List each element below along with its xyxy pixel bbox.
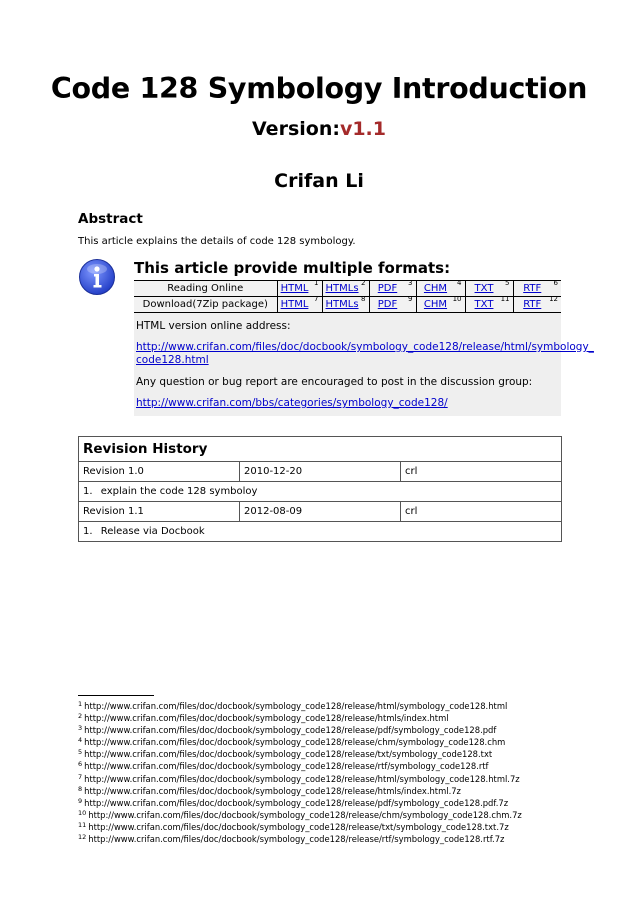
footnote-number: 1	[78, 700, 83, 708]
footnote-number: 6	[78, 760, 83, 769]
reading-online-label: Reading Online	[134, 281, 277, 297]
revision-author: crl	[401, 462, 562, 482]
footnote-ref[interactable]: 1	[314, 279, 319, 287]
online-url-part2: code128.html	[136, 354, 209, 366]
revision-history-heading: Revision History	[79, 437, 562, 462]
table-row	[79, 437, 562, 462]
footnote-number: 5	[78, 748, 83, 757]
formats-table	[134, 280, 561, 313]
online-info-box	[134, 313, 594, 416]
footnote-number: 4	[78, 736, 83, 745]
document-title: Code 128 Symbology Introduction	[50, 72, 588, 105]
table-row	[79, 462, 562, 482]
reading-pdf-link[interactable]: PDF	[377, 283, 398, 294]
footnote-item	[78, 796, 522, 808]
footnote-number: 12	[78, 833, 87, 842]
download-label: Download(7Zip package)	[134, 297, 277, 313]
footnote-item	[78, 772, 522, 784]
online-url-part1: http://www.crifan.com/files/doc/docbook/symbology_code128/release/html/symbology_	[136, 341, 594, 353]
table-row	[134, 281, 561, 297]
download-htmls-link[interactable]: HTMLs	[325, 299, 359, 310]
footnote-ref[interactable]: 8	[361, 295, 366, 303]
footnote-number: 9	[78, 796, 83, 805]
footnote-item	[78, 832, 522, 844]
download-txt-link[interactable]: TXT	[474, 299, 494, 310]
download-rtf-link[interactable]: RTF	[523, 299, 542, 310]
revision-note: 1. explain the code 128 symboloy	[79, 482, 562, 502]
revision-author: crl	[401, 502, 562, 522]
footnote-ref[interactable]: 5	[505, 279, 510, 287]
table-row	[79, 482, 562, 502]
footnote-ref[interactable]: 6	[553, 279, 558, 287]
version-line	[0, 118, 638, 140]
table-row	[79, 522, 562, 542]
download-htmls-cell	[322, 297, 369, 313]
footnote-item	[78, 699, 522, 711]
footnote-number: 7	[78, 772, 83, 781]
footnote-ref[interactable]: 7	[314, 295, 319, 303]
table-row	[134, 297, 561, 313]
abstract-heading: Abstract	[78, 211, 143, 227]
footnote-url: http://www.crifan.com/files/doc/docbook/symbology_code128/release/html/symbology_code128.html	[84, 701, 508, 711]
download-chm-cell	[416, 297, 465, 313]
footnote-url: http://www.crifan.com/files/doc/docbook/symbology_code128/release/rtf/symbology_code128.rtf.7z	[88, 834, 505, 845]
revision-note: 1. Release via Docbook	[79, 522, 562, 542]
footnote-ref[interactable]: 10	[452, 295, 462, 303]
footnotes-list	[78, 699, 522, 844]
table-row	[79, 502, 562, 522]
download-html-cell	[277, 297, 322, 313]
footnote-ref[interactable]: 12	[549, 295, 558, 303]
download-pdf-link[interactable]: PDF	[377, 299, 398, 310]
footnote-item	[78, 808, 522, 820]
footnote-item	[78, 820, 522, 832]
footnote-number: 3	[78, 724, 83, 733]
footnote-number: 8	[78, 784, 83, 793]
download-pdf-cell	[369, 297, 416, 313]
footnote-url: http://www.crifan.com/files/doc/docbook/symbology_code128/release/txt/symbology_code128.txt	[84, 749, 493, 760]
formats-section	[134, 258, 594, 416]
online-url-link[interactable]	[136, 341, 594, 366]
reading-html-link[interactable]: HTML	[280, 283, 309, 294]
footnote-item	[78, 723, 522, 735]
question-text: Any question or bug report are encouraged to post in the discussion group:	[136, 376, 533, 388]
footnote-url: http://www.crifan.com/files/doc/docbook/symbology_code128/release/txt/symbology_code128.txt.7z	[88, 821, 509, 832]
info-icon	[78, 258, 116, 296]
footnote-item	[78, 759, 522, 771]
revision-number: Revision 1.1	[79, 502, 240, 522]
download-txt-cell	[465, 297, 513, 313]
footnote-url: http://www.crifan.com/files/doc/docbook/symbology_code128/release/chm/symbology_code128.chm.7z	[88, 809, 522, 820]
footnote-number: 11	[78, 820, 87, 829]
revision-history-table	[78, 436, 562, 542]
footnote-url: http://www.crifan.com/files/doc/docbook/symbology_code128/release/pdf/symbology_code128.pdf	[84, 725, 497, 736]
footnote-ref[interactable]: 3	[408, 279, 413, 287]
footnote-ref[interactable]: 4	[457, 279, 462, 287]
abstract-text: This article explains the details of code 128 symbology.	[78, 236, 356, 247]
footnote-url: http://www.crifan.com/files/doc/docbook/symbology_code128/release/htmls/index.html.7z	[84, 785, 461, 796]
footnote-url: http://www.crifan.com/files/doc/docbook/symbology_code128/release/chm/symbology_code128.chm	[84, 737, 506, 748]
online-address-label: HTML version online address:	[136, 320, 291, 332]
revision-date: 2010-12-20	[240, 462, 401, 482]
footnote-url: http://www.crifan.com/files/doc/docbook/symbology_code128/release/html/symbology_code128.html.7z	[84, 773, 520, 784]
download-html-link[interactable]: HTML	[280, 299, 309, 310]
discussion-url-link[interactable]: http://www.crifan.com/bbs/categories/symbology_code128/	[136, 397, 448, 409]
footnote-ref[interactable]: 11	[500, 295, 510, 303]
version-number: v1.1	[339, 118, 386, 140]
author-name: Crifan Li	[274, 170, 364, 192]
footnote-item	[78, 711, 522, 723]
footnote-number: 2	[78, 712, 83, 721]
footnote-ref[interactable]: 2	[361, 279, 366, 287]
download-rtf-cell	[513, 297, 561, 313]
revision-number: Revision 1.0	[79, 462, 240, 482]
revision-date: 2012-08-09	[240, 502, 401, 522]
footnote-ref[interactable]: 9	[408, 295, 413, 303]
footnote-divider	[78, 695, 154, 696]
version-label: Version:	[252, 118, 340, 140]
footnote-item	[78, 784, 522, 796]
reading-htmls-link[interactable]: HTMLs	[325, 283, 359, 294]
footnote-url: http://www.crifan.com/files/doc/docbook/symbology_code128/release/pdf/symbology_code128.pdf.7z	[84, 797, 509, 808]
footnote-item	[78, 735, 522, 747]
download-chm-link[interactable]: CHM	[423, 299, 448, 310]
reading-rtf-link[interactable]: RTF	[523, 283, 542, 294]
footnote-url: http://www.crifan.com/files/doc/docbook/symbology_code128/release/rtf/symbology_code128.rtf	[84, 761, 489, 772]
footnote-item	[78, 747, 522, 759]
formats-heading: This article provide multiple formats:	[134, 259, 451, 277]
reading-chm-link[interactable]: CHM	[423, 283, 448, 294]
reading-txt-link[interactable]: TXT	[474, 283, 494, 294]
footnote-number: 10	[78, 808, 87, 817]
footnote-url: http://www.crifan.com/files/doc/docbook/symbology_code128/release/htmls/index.html	[84, 713, 449, 724]
